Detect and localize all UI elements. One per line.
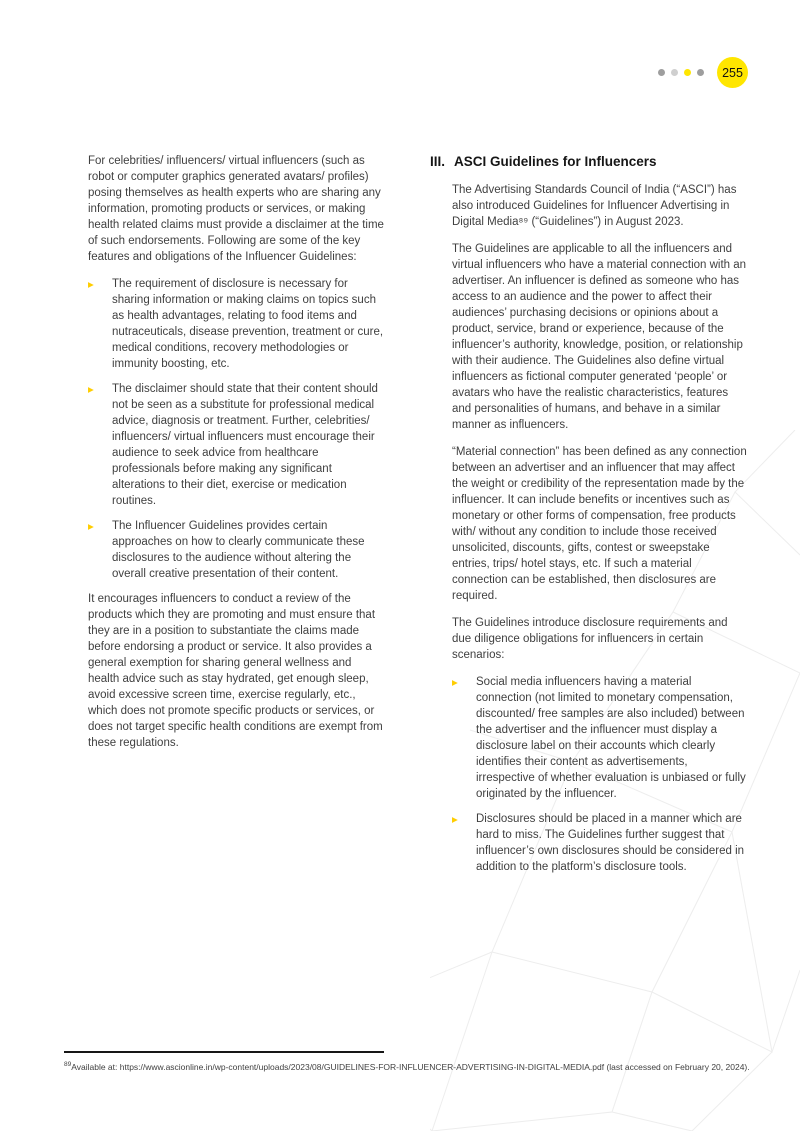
right-column — [430, 153, 748, 884]
header-dot-icon — [684, 69, 691, 76]
header-dot-icon — [658, 69, 665, 76]
section-number: III. — [430, 154, 446, 169]
bullet-arrow-icon: ▶ — [88, 280, 94, 289]
bullet-text: Social media influencers having a material connection (not limited to monetary compensation, discounted/ free samples are also included) between the advertiser and the influencer must display a disclosure label on their accounts which clearly identifies their content as advertisements, irrespective of whether evaluation is unbiased or fully originated by the influencer. — [476, 676, 746, 800]
bullet-arrow-icon: ▶ — [452, 815, 458, 824]
section-title: ASCI Guidelines for Influencers — [454, 154, 657, 169]
bullet-text: The disclaimer should state that their content should not be seen as a substitute for professional medical advice, diagnosis or treatment. Further, celebrities/ influencers/ virtual influencers must encourage their audience to seek advice from healthcare professionals before making any significant alterations to their diet, exercise or medication routines. — [112, 383, 378, 507]
page-header — [658, 57, 748, 88]
page-number-badge: 255 — [717, 57, 748, 88]
bullet-item — [452, 674, 748, 802]
bullet-item — [452, 811, 748, 875]
bullet-text: Disclosures should be placed in a manner which are hard to miss. The Guidelines further suggest that influencer’s own disclosures should be considered in addition to the platform’s disclosure tools. — [476, 813, 745, 873]
page-content — [88, 153, 748, 884]
closing-paragraph: It encourages influencers to conduct a review of the products which they are promoting and must ensure that they are in a position to substantiate the claims made before endorsing a product or service. It also provides a general exemption for sharing general wellness and health advice such as stay hydrated, get enough sleep, avoid excessive screen time, exercise regularly, etc., which does not promote specific products or services, or does not target specific health conditions are exempt from these regulations. — [88, 593, 383, 749]
paragraph: “Material connection” has been defined as any connection between an advertiser and an influencer that may affect the weight or credibility of the representation made by the influencer. It can include benefits or incentives such as monetary or other forms of compensation, free products with/ without any condition to include those received unsolicited, discounts, gifts, contest or sweepstake entries, trips/ hotel stays, etc. If such a material connection can be established, then disclosures are required. — [452, 446, 747, 602]
bullet-text: The requirement of disclosure is necessary for sharing information or making claims on topics such as health advantages, relating to food items and nutraceuticals, disease prevention, treatment or cure, medical conditions, recovery methodologies or immunity boosting, etc. — [112, 278, 384, 370]
footnote — [64, 1051, 756, 1085]
bullet-arrow-icon: ▶ — [452, 678, 458, 687]
left-column — [88, 153, 384, 884]
paragraph: The Guidelines are applicable to all the influencers and virtual influencers who have a material connection with an advertiser. An influencer is defined as someone who has access to an audience and the power to affect their audiences’ purchasing decisions or opinions about a product, service, brand or experience, because of the influencer’s authority, knowledge, position, or relationship with their audience. The Guidelines also define virtual influencers as fictional computer generated ‘people’ or avatars who have the realistic characteristics, features and personalities of humans, and behave in a similar manner as influencers. — [452, 243, 747, 431]
section-heading — [430, 153, 748, 170]
bullet-item — [88, 276, 384, 372]
bullet-arrow-icon: ▶ — [88, 385, 94, 394]
bullet-item — [88, 381, 384, 509]
footnote-marker: 89 — [64, 1061, 72, 1069]
bullet-text: The Influencer Guidelines provides certain approaches on how to clearly communicate these disclosures to the audience without altering the overall creative presentation of their content. — [112, 520, 365, 580]
page-dots — [658, 69, 704, 76]
bullet-arrow-icon: ▶ — [88, 522, 94, 531]
header-dot-icon — [697, 69, 704, 76]
paragraph: The Guidelines introduce disclosure requirements and due diligence obligations for influencers in certain scenarios: — [452, 617, 728, 661]
bullet-item — [88, 518, 384, 582]
footnote-divider — [64, 1051, 384, 1053]
intro-paragraph: For celebrities/ influencers/ virtual influencers (such as robot or computer graphics generated avatars/ profiles) posing themselves as health experts who are sharing any information, promoting products or services, or making health related claims must provide a disclaimer at the time of such endorsements. Following are some of the key features and obligations of the Influencer Guidelines: — [88, 155, 384, 263]
paragraph: The Advertising Standards Council of India (“ASCI”) has also introduced Guidelines for Influencer Advertising in Digital Media⁸⁹ (“Guidelines”) in August 2023. — [452, 184, 737, 228]
header-dot-icon — [671, 69, 678, 76]
footnote-text: $^{89}$Available at: https://www.ascionline.in/wp-content/uploads/2023/08/GUIDELINES-FOR-INFLUENCER-ADVERTISING-IN-DIGITAL-MEDIA.pdf (last accessed on February 20, 2024). — [64, 1061, 750, 1072]
